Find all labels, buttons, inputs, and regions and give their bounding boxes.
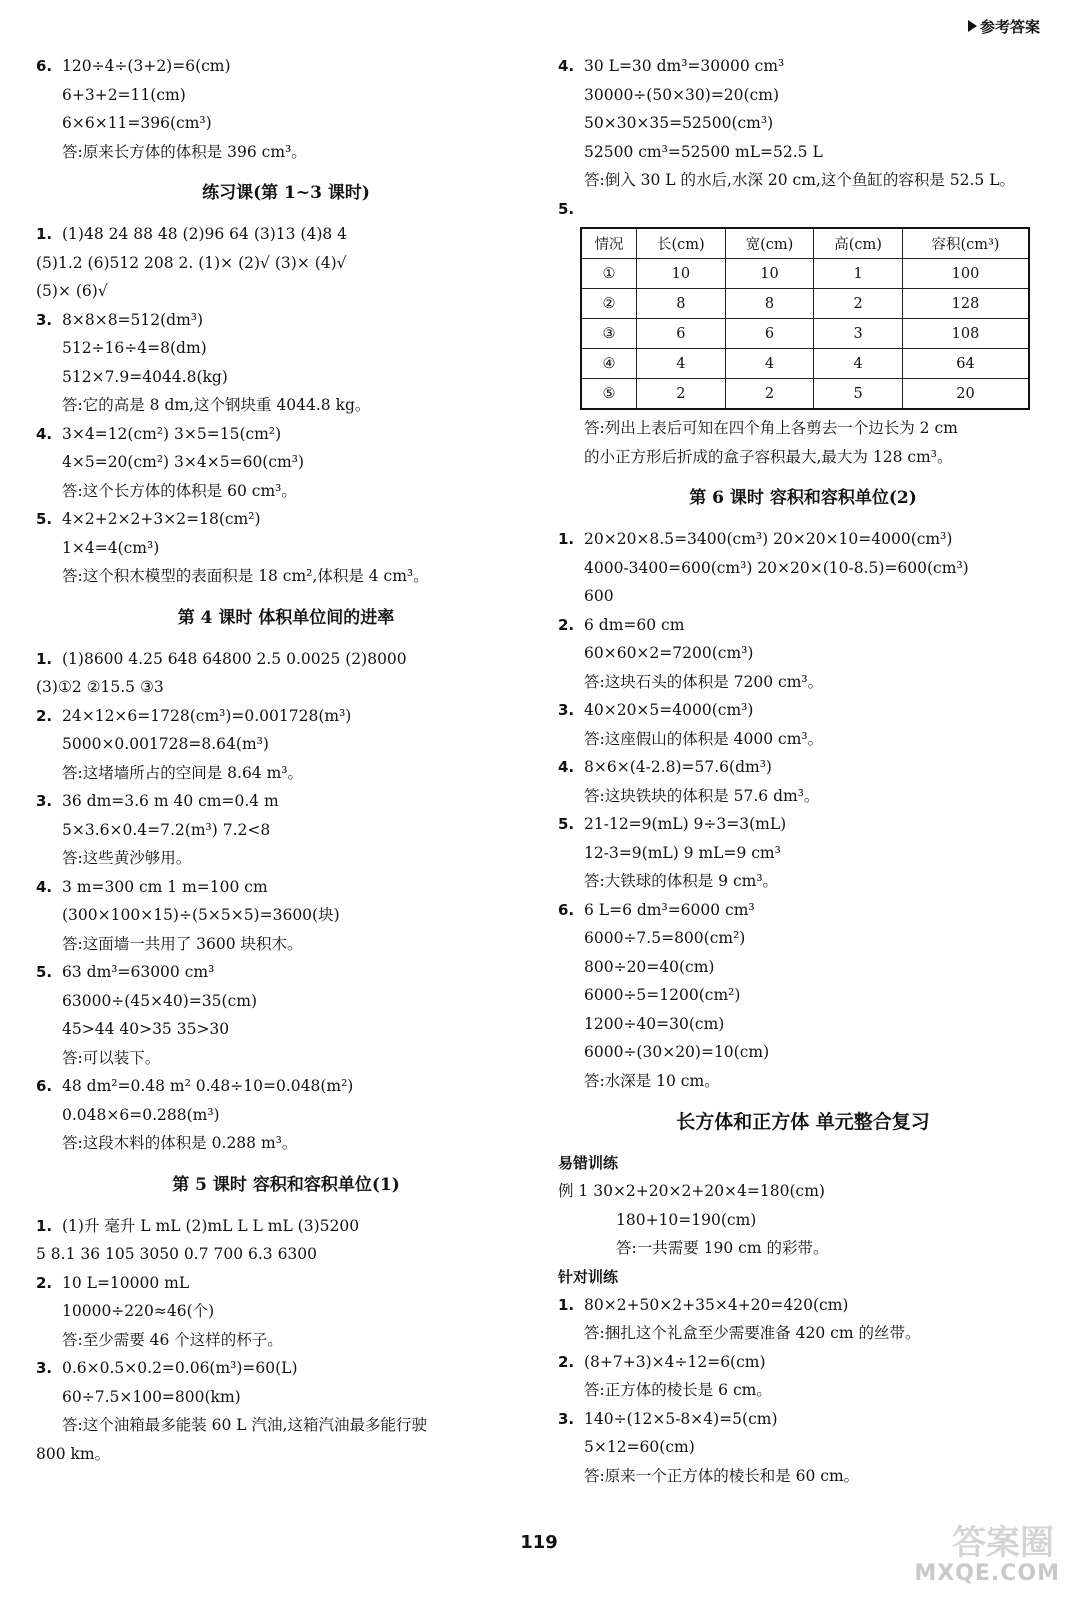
item-text: 6 L=6 dm³=6000 cm³ [584,900,755,919]
item-number: 4. [36,424,53,443]
answer-line: 答:这面墙一共用了 3600 块积木。 [62,934,303,953]
answer-item [558,810,1048,839]
answer-line: (5)1.2 (6)512 208 2. (1)× (2)√ (3)× (4)√ [36,253,347,272]
answer-line: 答:这座假山的体积是 4000 cm³。 [584,729,824,748]
item-number: 6. [36,1077,53,1095]
answer-line: 12-3=9(mL) 9 mL=9 cm³ [584,843,781,862]
table-cell: 64 [902,349,1029,379]
item-text: 80×2+50×2+35×4+20=420(cm) [584,1295,849,1314]
item-number: 2. [36,1273,53,1292]
table-cell: 4 [725,349,814,379]
item-number: 1. [558,1295,575,1314]
item-number: 1. [36,649,53,668]
answer-line: 答:可以装下。 [62,1048,161,1067]
item-number: 4. [558,57,575,75]
item-number: 3. [36,792,53,810]
answer-line: 60×60×2=7200(cm³) [584,644,754,662]
item-text: 63 dm³=63000 cm³ [62,963,215,981]
table-row [581,259,1029,289]
item-number: 5. [36,510,53,528]
section-title: 练习课(第 1~3 课时) [202,183,370,203]
item-text: 40×20×5=4000(cm³) [584,701,754,719]
answer-line: 答:水深是 10 cm。 [584,1071,720,1090]
table-cell: 10 [725,259,814,289]
item-number: 5. [558,815,575,833]
item-number: 6. [558,900,575,919]
answer-item [558,1291,1048,1320]
answer-item [558,753,1048,782]
answer-line: 答:这个积木模型的表面积是 18 cm²,体积是 4 cm³。 [62,567,429,585]
answer-item [558,1405,1048,1434]
item-text: 30 L=30 dm³=30000 cm³ [584,57,785,75]
answer-item [558,195,1048,224]
capacity-table [580,227,1030,410]
answer-line: 6000÷7.5=800(cm²) [584,929,746,947]
answer-line: 答:这块石头的体积是 7200 cm³。 [584,672,824,691]
answer-line: (3)①2 ②15.5 ③3 [36,678,164,696]
table-cell: 8 [637,289,726,319]
right-column [558,52,1048,1490]
right-bottom-block [558,414,1048,1490]
answer-line: 4000-3400=600(cm³) 20×20×(10-8.5)=600(cm³) [584,558,969,577]
table-row [581,289,1029,319]
table-cell: 3 [814,319,903,349]
table-cell: 20 [902,379,1029,410]
item-text: 20×20×8.5=3400(cm³) 20×20×10=4000(cm³) [584,530,953,548]
item-text: 140÷(12×5-8×4)=5(cm) [584,1409,778,1428]
page-header [968,16,1040,37]
item-text: (1)升 毫升 L mL (2)mL L L mL (3)5200 [62,1216,360,1235]
table-cell: 4 [637,349,726,379]
answer-line: 5×3.6×0.4=7.2(m³) 7.2<8 [62,820,271,839]
answer-line: 答:至少需要 46 个这样的杯子。 [62,1330,283,1349]
answer-line: 答:列出上表后可知在四个角上各剪去一个边长为 2 cm [584,419,958,437]
item-text: 8×8×8=512(dm³) [62,310,204,329]
answer-line: 0.048×6=0.288(m³) [62,1105,220,1124]
table-header-cell: 情况 [581,228,637,259]
answer-item [36,1269,536,1298]
item-number: 5. [36,963,53,981]
item-text: 0.6×0.5×0.2=0.06(m³)=60(L) [62,1359,298,1377]
table-cell: ① [581,259,637,289]
item-number: 3. [558,1409,575,1428]
section-title: 第 5 课时 容积和容积单位(1) [172,1174,400,1195]
item-text: 10 L=10000 mL [62,1273,190,1292]
answer-line: 答:捆扎这个礼盒至少需要准备 420 cm 的丝带。 [584,1324,921,1342]
item-number: 4. [36,877,53,896]
answer-item [558,696,1048,725]
table-cell: 2 [725,379,814,410]
answer-line: 6000÷(30×20)=10(cm) [584,1043,770,1061]
answer-item [36,505,536,534]
answer-line: 5000×0.001728=8.64(m³) [62,735,269,753]
item-number: 6. [36,57,53,75]
table-cell: ③ [581,319,637,349]
triangle-icon [968,20,977,32]
table-cell: 6 [637,319,726,349]
answer-line: 10000÷220≈46(个) [62,1302,215,1320]
item-number: 3. [36,310,53,329]
answer-line: 答:正方体的棱长是 6 cm。 [584,1381,772,1399]
answer-line: 答:这段木料的体积是 0.288 m³。 [62,1134,298,1152]
answer-item [36,306,536,335]
answer-line: 512÷16÷4=8(dm) [62,339,207,357]
answer-item [558,52,1048,81]
section-title: 第 6 课时 容积和容积单位(2) [689,488,917,508]
table-cell: ⑤ [581,379,637,410]
item-number: 2. [558,615,575,634]
item-number: 3. [36,1359,53,1377]
answer-line: 1×4=4(cm³) [62,538,160,557]
answer-line: 180+10=190(cm) [616,1210,757,1229]
answer-line: 5 8.1 36 105 3050 0.7 700 6.3 6300 [36,1245,318,1263]
answer-line: 63000÷(45×40)=35(cm) [62,991,258,1010]
table-cell: 108 [902,319,1029,349]
answer-line: 4×5=20(cm²) 3×4×5=60(cm³) [62,453,304,471]
item-text: 120÷4÷(3+2)=6(cm) [62,57,231,75]
answer-line: 答:原来一个正方体的棱长和是 60 cm。 [584,1466,860,1485]
item-text: (8+7+3)×4÷12=6(cm) [584,1352,766,1371]
answer-line: 答:这个长方体的体积是 60 cm³。 [62,481,297,500]
answer-item [36,702,536,731]
answer-line: 答:这个油箱最多能装 60 L 汽油,这箱汽油最多能行驶 [62,1416,427,1434]
item-number: 1. [558,530,575,548]
table-header-cell: 长(cm) [637,228,726,259]
answer-item [36,645,536,674]
answer-item [36,787,536,816]
item-text: 48 dm²=0.48 m² 0.48÷10=0.048(m²) [62,1077,354,1095]
answer-item [36,1072,536,1101]
answer-item [36,52,536,81]
table-cell: 2 [814,289,903,319]
answer-item [558,1348,1048,1377]
item-text: 21-12=9(mL) 9÷3=3(mL) [584,815,787,833]
unit-title: 长方体和正方体 单元整合复习 [676,1111,930,1133]
item-text: 4×2+2×2+3×2=18(cm²) [62,510,261,528]
answer-item [36,958,536,987]
item-text: 8×6×(4-2.8)=57.6(dm³) [584,758,772,776]
item-text: (1)48 24 88 48 (2)96 64 (3)13 (4)8 4 [62,225,348,243]
table-cell: 2 [637,379,726,410]
table-cell: ② [581,289,637,319]
item-number: 2. [36,706,53,725]
table-cell: 10 [637,259,726,289]
answer-item [36,1354,536,1383]
item-number: 3. [558,701,575,719]
table-header-cell: 宽(cm) [725,228,814,259]
answer-line: 答:这堵墙所占的空间是 8.64 m³。 [62,763,304,782]
answer-line: 50×30×35=52500(cm³) [584,114,774,132]
subsection-title: 针对训练 [558,1267,619,1286]
answer-line: 答:大铁球的体积是 9 cm³。 [584,872,779,890]
answer-line: 60÷7.5×100=800(km) [62,1387,241,1406]
answer-item [36,420,536,449]
answer-line: 800 km。 [36,1444,111,1463]
item-number: 4. [558,758,575,776]
answer-line: 6+3+2=11(cm) [62,85,186,104]
answer-line: 1200÷40=30(cm) [584,1014,725,1033]
answer-line: 的小正方形后折成的盒子容积最大,最大为 128 cm³。 [584,447,953,466]
section-title: 第 4 课时 体积单位间的进率 [177,607,395,628]
left-column [36,52,536,1468]
answer-line: 30000÷(50×30)=20(cm) [584,85,780,104]
answer-line: 600 [584,587,614,605]
answer-line: 例 1 30×2+20×2+20×4=180(cm) [558,1182,825,1200]
table-cell: ④ [581,349,637,379]
watermark-logo [864,1523,1064,1586]
table-cell: 1 [814,259,903,289]
table-cell: 6 [725,319,814,349]
table-cell: 100 [902,259,1029,289]
table-row [581,319,1029,349]
answer-line: 答:倒入 30 L 的水后,水深 20 cm,这个鱼缸的容积是 52.5 L。 [584,171,1015,189]
item-number: 1. [36,1216,53,1235]
item-text: 3×4=12(cm²) 3×5=15(cm²) [62,424,282,443]
answer-line: (300×100×15)÷(5×5×5)=3600(块) [62,906,340,924]
answer-line: 512×7.9=4044.8(kg) [62,367,228,386]
table-header-row [581,228,1029,259]
table-header-cell: 容积(cm³) [902,228,1029,259]
answer-line: 52500 cm³=52500 mL=52.5 L [584,142,823,161]
answer-item [558,896,1048,925]
answer-line: 答:原来长方体的体积是 396 cm³。 [62,142,307,161]
table-header-cell: 高(cm) [814,228,903,259]
page-number: 119 [520,1532,558,1553]
answer-item [36,220,536,249]
answer-item [36,1212,536,1241]
answer-line: 答:它的高是 8 dm,这个钢块重 4044.8 kg。 [62,396,371,414]
item-text: 36 dm=3.6 m 40 cm=0.4 m [62,792,279,810]
answer-line: 800÷20=40(cm) [584,957,715,976]
table-cell: 5 [814,379,903,410]
table-cell: 128 [902,289,1029,319]
table-row [581,349,1029,379]
subsection-title: 易错训练 [558,1154,619,1172]
answer-line: 答:一共需要 190 cm 的彩带。 [616,1239,829,1257]
answer-line: 6×6×11=396(cm³) [62,114,212,132]
answer-item [558,611,1048,640]
item-text: 6 dm=60 cm [584,615,685,634]
item-number: 2. [558,1352,575,1371]
answer-line: 5×12=60(cm) [584,1438,695,1456]
answer-item [558,525,1048,554]
answer-line: 答:这块铁块的体积是 57.6 dm³。 [584,786,820,805]
right-top-block [558,52,1048,223]
table-row [581,379,1029,410]
item-number: 1. [36,225,53,243]
header-title: 参考答案 [979,18,1040,36]
watermark-glyphs: 答案圈 [952,1523,1054,1563]
answer-line: 6000÷5=1200(cm²) [584,986,741,1004]
answer-line: 答:这些黄沙够用。 [62,849,192,867]
item-text: 3 m=300 cm 1 m=100 cm [62,877,268,896]
item-text: 24×12×6=1728(cm³)=0.001728(m³) [62,706,352,725]
table-cell: 8 [725,289,814,319]
answer-line: 45>44 40>35 35>30 [62,1020,230,1038]
answer-line: (5)× (6)√ [36,282,108,300]
item-text: (1)8600 4.25 648 64800 2.5 0.0025 (2)8000 [62,649,407,668]
table-cell: 4 [814,349,903,379]
item-number: 5. [558,199,575,218]
watermark-url: MXQE.COM [914,1561,1060,1586]
answer-item [36,873,536,902]
